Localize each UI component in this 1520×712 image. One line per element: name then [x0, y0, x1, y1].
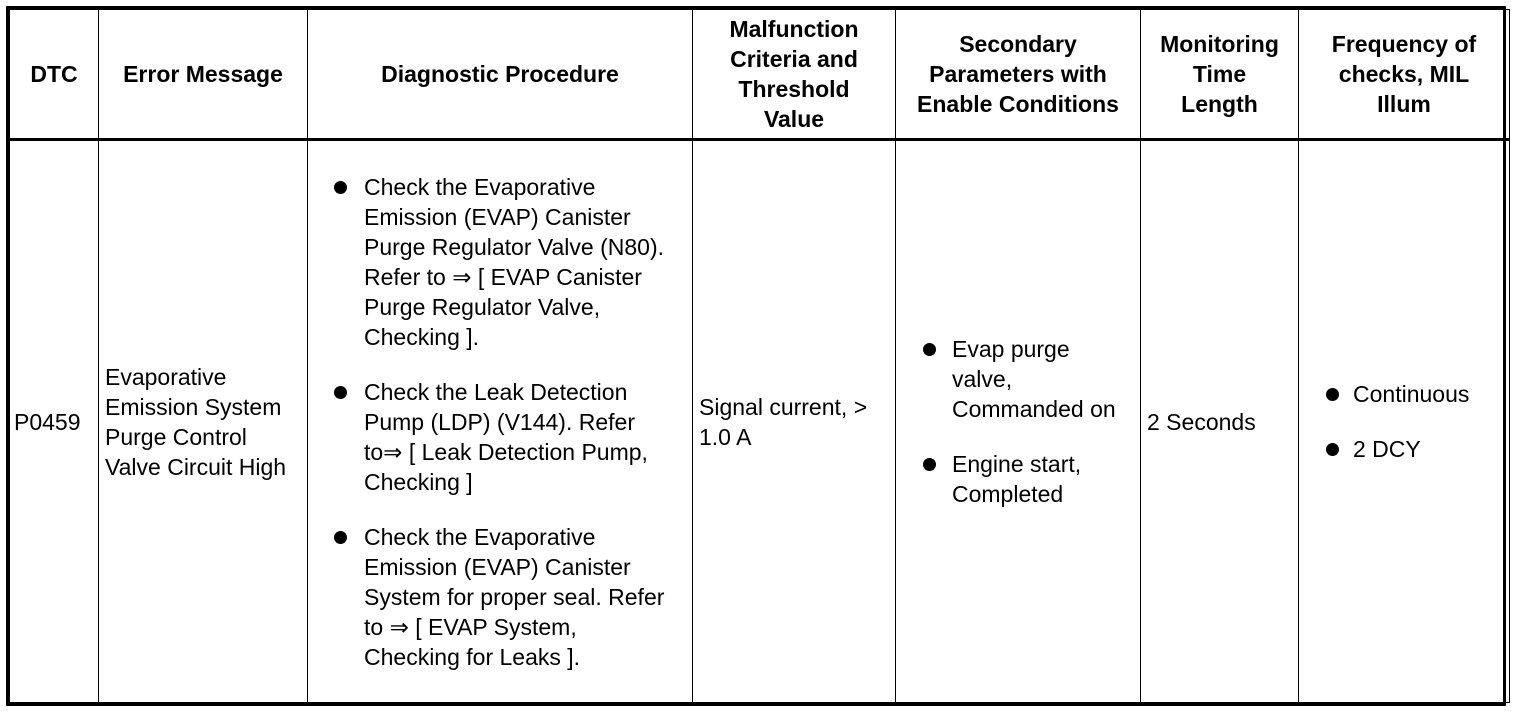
frequency-text: Continuous [1353, 381, 1470, 407]
list-item [314, 377, 678, 497]
header-diagnostic-procedure: Diagnostic Procedure [308, 10, 693, 140]
table-row [10, 140, 1510, 703]
procedure-text: Check the Leak Detection Pump (LDP) (V144). Refer to⇒ [ Leak Detection Pump, Checking ] [364, 378, 648, 495]
header-dtc: DTC [10, 10, 99, 140]
cell-malfunction-criteria: Signal current, > 1.0 A [693, 140, 896, 703]
bullet-icon [1326, 443, 1339, 456]
header-secondary-parameters: Secondary Parameters with Enable Conditions [896, 10, 1141, 140]
procedure-list [314, 172, 678, 672]
header-row [10, 10, 1510, 140]
bullet-icon [923, 343, 936, 356]
parameter-text: Evap purge valve, Commanded on [952, 336, 1116, 422]
parameter-text: Engine start, Completed [952, 451, 1082, 507]
cell-diagnostic-procedure [308, 140, 693, 703]
bullet-icon [923, 458, 936, 471]
bullet-icon [334, 386, 347, 399]
list-item [314, 522, 678, 672]
secondary-parameter-list [902, 334, 1134, 509]
frequency-text: 2 DCY [1353, 436, 1421, 462]
cell-monitoring-time: 2 Seconds [1141, 140, 1299, 703]
list-item [314, 172, 678, 352]
cell-frequency [1299, 140, 1510, 703]
bullet-icon [334, 181, 347, 194]
dtc-table [9, 9, 1510, 703]
procedure-text: Check the Evaporative Emission (EVAP) Canister Purge Regulator Valve (N80). Refer to ⇒ [ EVAP Canister Purge Regulator Valve, Checking ]. [364, 173, 664, 350]
header-error-message: Error Message [99, 10, 308, 140]
list-item [1305, 379, 1503, 409]
dtc-table-frame [6, 6, 1506, 706]
header-frequency: Frequency of checks, MIL Illum [1299, 10, 1510, 140]
cell-dtc-code: P0459 [10, 140, 99, 703]
cell-error-message: Evaporative Emission System Purge Control Valve Circuit High [99, 140, 308, 703]
procedure-text: Check the Evaporative Emission (EVAP) Canister System for proper seal. Refer to ⇒ [ EVAP System, Checking for Leaks ]. [364, 523, 665, 670]
list-item [902, 449, 1134, 509]
bullet-icon [334, 531, 347, 544]
header-malfunction-criteria: Malfunction Criteria and Threshold Value [693, 10, 896, 140]
list-item [902, 334, 1134, 424]
list-item [1305, 434, 1503, 464]
bullet-icon [1326, 388, 1339, 401]
frequency-list [1305, 379, 1503, 464]
header-monitoring-time: Monitoring Time Length [1141, 10, 1299, 140]
cell-secondary-parameters [896, 140, 1141, 703]
